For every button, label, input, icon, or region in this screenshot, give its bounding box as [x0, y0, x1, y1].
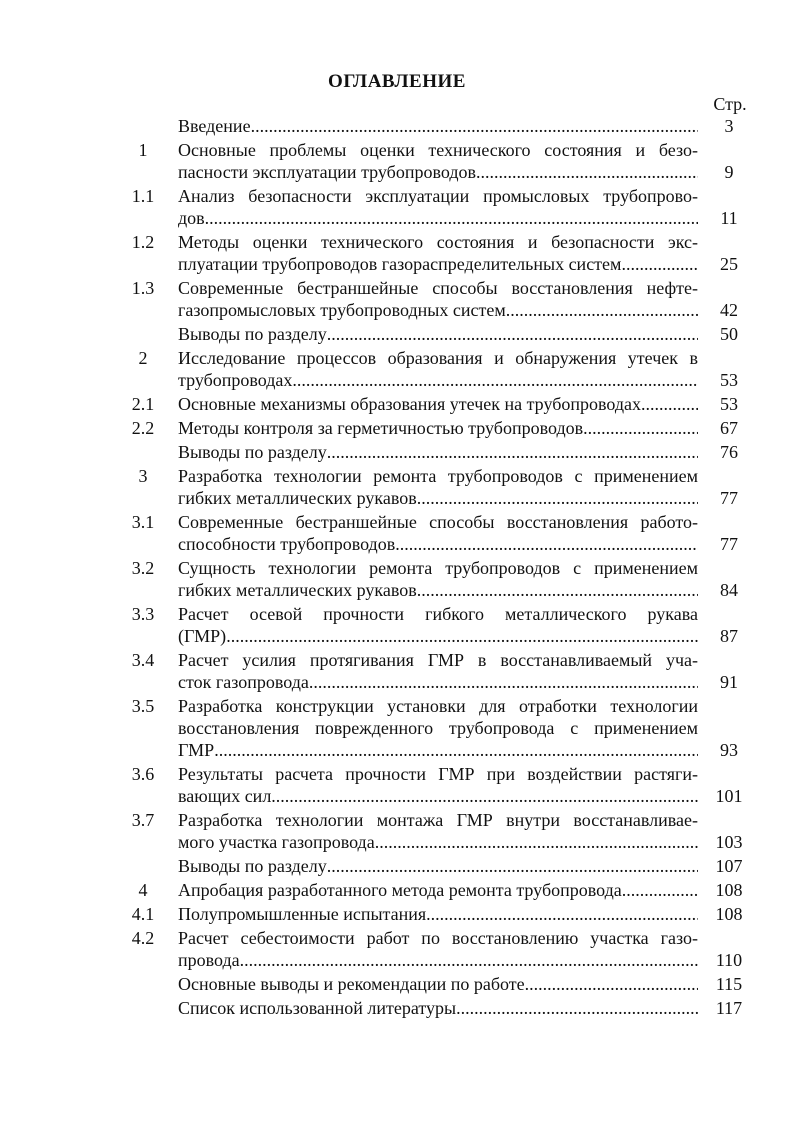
toc-entry-number: 3	[138, 466, 148, 486]
toc-entry-title-text: Список использованной литературы	[178, 998, 457, 1018]
toc-entry	[108, 603, 760, 647]
dot-leader	[226, 625, 698, 647]
toc-entry-page-number: 93	[720, 740, 738, 760]
toc-entry-page-number: 87	[720, 626, 738, 646]
toc-entry-title-text: Выводы по разделу	[178, 856, 327, 876]
toc-entry-title	[178, 997, 698, 1019]
toc-entry-title-line: Разработка технологии ремонта трубопроводов с применением	[178, 466, 698, 486]
toc-entry	[108, 417, 760, 439]
toc-entry-title	[178, 231, 698, 275]
toc-entry-title-last-line	[178, 299, 698, 321]
toc-entry	[108, 277, 760, 321]
toc-entry-title-last-line	[178, 207, 698, 229]
dot-leader	[327, 441, 698, 463]
toc-entry-title	[178, 441, 698, 463]
toc-entry-title-text: гибких металлических рукавов	[178, 488, 417, 508]
toc-entry-title-last-line	[178, 997, 698, 1019]
toc-entry-title-line: Расчет усилия протягивания ГМР в восстанавливаемый уча-	[178, 650, 698, 670]
toc-entry-title	[178, 323, 698, 345]
toc-entry-title	[178, 139, 698, 183]
toc-entry-title-last-line	[178, 161, 698, 183]
toc-entry-title	[178, 763, 698, 807]
toc-entry-title	[178, 347, 698, 391]
toc-entry-number: 3.1	[131, 512, 155, 532]
toc-entry-title-text: Полупромышленные испытания	[178, 904, 427, 924]
toc-entry-page-number: 77	[720, 534, 738, 554]
toc-entry	[108, 441, 760, 463]
toc-entry-title	[178, 649, 698, 693]
toc-entry-title-line: Исследование процессов образования и обнаружения утечек в	[178, 348, 698, 368]
toc-entry-number: 2.2	[131, 418, 155, 438]
dot-leader	[205, 207, 698, 229]
toc-entry-title-text: ГМР	[178, 740, 215, 760]
toc-entry-number: 2.1	[131, 394, 155, 414]
toc-entry-title-last-line	[178, 973, 698, 995]
toc-entry-page-number: 77	[720, 488, 738, 508]
toc-entry-title-line: Разработка конструкции установки для отработки технологии	[178, 696, 698, 716]
toc-entry-number: 3.5	[131, 696, 155, 716]
toc-entry	[108, 695, 760, 761]
dot-leader	[622, 879, 698, 901]
toc-entry-title	[178, 393, 698, 415]
toc-entry-title-last-line	[178, 671, 698, 693]
dot-leader	[214, 739, 698, 761]
toc-entry-title	[178, 809, 698, 853]
toc-entry-page-number: 84	[720, 580, 738, 600]
toc-entry-title-text: газопромысловых трубопроводных систем	[178, 300, 506, 320]
dot-leader	[417, 579, 698, 601]
toc-entry	[108, 465, 760, 509]
toc-entry-page-number: 50	[720, 324, 738, 344]
toc-entry-title-text: способности трубопроводов	[178, 534, 396, 554]
toc-entry-title-line: Результаты расчета прочности ГМР при воздействии растяги-	[178, 764, 698, 784]
toc-entry-page-number: 11	[720, 208, 738, 228]
toc-entry-title	[178, 927, 698, 971]
toc-entry	[108, 649, 760, 693]
toc-entry	[108, 115, 760, 137]
toc-entry	[108, 927, 760, 971]
toc-entry	[108, 809, 760, 853]
toc-entry-number: 2	[138, 348, 148, 368]
toc-entry-title-last-line	[178, 831, 698, 853]
toc-entry	[108, 879, 760, 901]
toc-entry-title-last-line	[178, 879, 698, 901]
toc-entry-page-number: 108	[715, 904, 743, 924]
toc-entry-title-text: Введение	[178, 116, 251, 136]
dot-leader	[621, 253, 698, 275]
toc-entry-title-text: плуатации трубопроводов газораспределительных систем	[178, 254, 622, 274]
toc-entry-title-line: Современные бестраншейные способы восстановления работо-	[178, 512, 698, 532]
toc-entry-title	[178, 855, 698, 877]
toc-entry-page-number: 42	[720, 300, 738, 320]
dot-leader	[271, 785, 698, 807]
toc-entry-page-number: 108	[715, 880, 743, 900]
toc-entry-page-number: 115	[715, 974, 743, 994]
toc-entry-title-line: Расчет себестоимости работ по восстановлению участка газо-	[178, 928, 698, 948]
toc-entry-title-text: Методы контроля за герметичностью трубопроводов	[178, 418, 584, 438]
toc-entry	[108, 903, 760, 925]
toc-entry-title-last-line	[178, 855, 698, 877]
toc-entry-title-last-line	[178, 533, 698, 555]
toc-entry-title-last-line	[178, 579, 698, 601]
toc-entry-title-last-line	[178, 441, 698, 463]
toc-entry-title	[178, 115, 698, 137]
toc-entry-page-number: 3	[724, 116, 734, 136]
toc-entry-title-text: (ГМР)	[178, 626, 227, 646]
dot-leader	[525, 973, 698, 995]
table-of-contents	[108, 115, 760, 1021]
toc-entry-title	[178, 879, 698, 901]
toc-entry	[108, 323, 760, 345]
toc-entry-page-number: 76	[720, 442, 738, 462]
toc-entry-title-line: Основные проблемы оценки технического состояния и безо-	[178, 140, 698, 160]
toc-entry-title-last-line	[178, 739, 698, 761]
toc-entry-title	[178, 603, 698, 647]
toc-entry-title	[178, 417, 698, 439]
toc-entry-number: 3.7	[131, 810, 155, 830]
toc-entry-page-number: 91	[720, 672, 738, 692]
dot-leader	[309, 671, 698, 693]
toc-entry-page-number: 101	[715, 786, 743, 806]
toc-entry-number: 3.2	[131, 558, 155, 578]
toc-entry-page-number: 25	[720, 254, 738, 274]
toc-entry-title-text: гибких металлических рукавов	[178, 580, 417, 600]
toc-entry-title-text: Выводы по разделу	[178, 442, 327, 462]
toc-entry	[108, 997, 760, 1019]
dot-leader	[395, 533, 698, 555]
toc-entry-title-text: Основные выводы и рекомендации по работе	[178, 974, 525, 994]
toc-entry	[108, 139, 760, 183]
toc-entry-title-text: вающих сил	[178, 786, 272, 806]
toc-entry	[108, 185, 760, 229]
toc-entry-title	[178, 465, 698, 509]
toc-entry-number: 4	[138, 880, 148, 900]
toc-entry-title	[178, 277, 698, 321]
toc-entry-title-line: Методы оценки технического состояния и безопасности экс-	[178, 232, 698, 252]
toc-entry-title-text: Основные механизмы образования утечек на трубопроводах	[178, 394, 642, 414]
toc-entry-page-number: 107	[715, 856, 743, 876]
toc-entry-number: 1	[138, 140, 148, 160]
toc-entry-title-text: Апробация разработанного метода ремонта трубопровода	[178, 880, 622, 900]
toc-entry-number: 4.1	[131, 904, 155, 924]
dot-leader	[456, 997, 698, 1019]
toc-entry-title-last-line	[178, 625, 698, 647]
toc-entry-number: 1.3	[131, 278, 155, 298]
dot-leader	[240, 949, 698, 971]
toc-entry-title-last-line	[178, 323, 698, 345]
toc-entry-title	[178, 973, 698, 995]
toc-entry	[108, 347, 760, 391]
toc-entry	[108, 393, 760, 415]
toc-entry-page-number: 103	[715, 832, 743, 852]
toc-entry-page-number: 9	[724, 162, 734, 182]
toc-entry-number: 3.4	[131, 650, 155, 670]
dot-leader	[327, 323, 698, 345]
toc-entry-page-number: 117	[715, 998, 743, 1018]
toc-entry-page-number: 53	[720, 370, 738, 390]
dot-leader	[375, 831, 698, 853]
toc-entry	[108, 511, 760, 555]
page-column-header: Стр.	[713, 94, 747, 114]
dot-leader	[426, 903, 698, 925]
toc-entry-title-line: Сущность технологии ремонта трубопроводов с применением	[178, 558, 698, 578]
toc-entry-title-line: Современные бестраншейные способы восстановления нефте-	[178, 278, 698, 298]
toc-entry-title-line: Расчет осевой прочности гибкого металлического рукава	[178, 604, 698, 624]
toc-entry-title-line: Анализ безопасности эксплуатации промысловых трубопрово-	[178, 186, 698, 206]
toc-entry-title-text: провода	[178, 950, 240, 970]
dot-leader	[327, 855, 698, 877]
toc-entry-title-last-line	[178, 417, 698, 439]
toc-entry-title	[178, 511, 698, 555]
toc-entry-title	[178, 557, 698, 601]
dot-leader	[251, 115, 698, 137]
toc-entry-number: 3.6	[131, 764, 155, 784]
dot-leader	[417, 487, 698, 509]
toc-entry-page-number: 53	[720, 394, 738, 414]
toc-entry-number: 4.2	[131, 928, 155, 948]
dot-leader	[506, 299, 698, 321]
toc-entry-title-text: мого участка газопровода	[178, 832, 375, 852]
page-title: ОГЛАВЛЕНИЕ	[328, 71, 466, 92]
toc-entry-title-last-line	[178, 903, 698, 925]
toc-entry-number: 3.3	[131, 604, 155, 624]
toc-entry-title-last-line	[178, 253, 698, 275]
toc-entry-title-text: дов	[178, 208, 205, 228]
toc-entry-title-text: пасности эксплуатации трубопроводов	[178, 162, 476, 182]
toc-entry-title	[178, 903, 698, 925]
toc-entry-title	[178, 695, 698, 761]
toc-entry-number: 1.2	[131, 232, 155, 252]
toc-entry-title-last-line	[178, 369, 698, 391]
toc-entry-title-last-line	[178, 487, 698, 509]
dot-leader	[292, 369, 698, 391]
toc-entry-title-last-line	[178, 785, 698, 807]
toc-entry-title-text: Выводы по разделу	[178, 324, 327, 344]
dot-leader	[583, 417, 698, 439]
toc-entry-title-last-line	[178, 115, 698, 137]
toc-entry-page-number: 110	[715, 950, 743, 970]
toc-entry	[108, 557, 760, 601]
toc-entry-title-text: трубопроводах	[178, 370, 293, 390]
toc-entry-title-line: восстановления поврежденного трубопровода с применением	[178, 718, 698, 738]
toc-entry	[108, 973, 760, 995]
toc-entry-title-last-line	[178, 393, 698, 415]
toc-entry-title-text: сток газопровода	[178, 672, 309, 692]
toc-entry-number: 1.1	[131, 186, 155, 206]
toc-entry-title	[178, 185, 698, 229]
toc-entry	[108, 855, 760, 877]
dot-leader	[641, 393, 698, 415]
dot-leader	[476, 161, 698, 183]
toc-entry-title-line: Разработка технологии монтажа ГМР внутри восстанавливае-	[178, 810, 698, 830]
toc-entry-title-last-line	[178, 949, 698, 971]
toc-entry-page-number: 67	[720, 418, 738, 438]
toc-entry	[108, 231, 760, 275]
toc-entry	[108, 763, 760, 807]
